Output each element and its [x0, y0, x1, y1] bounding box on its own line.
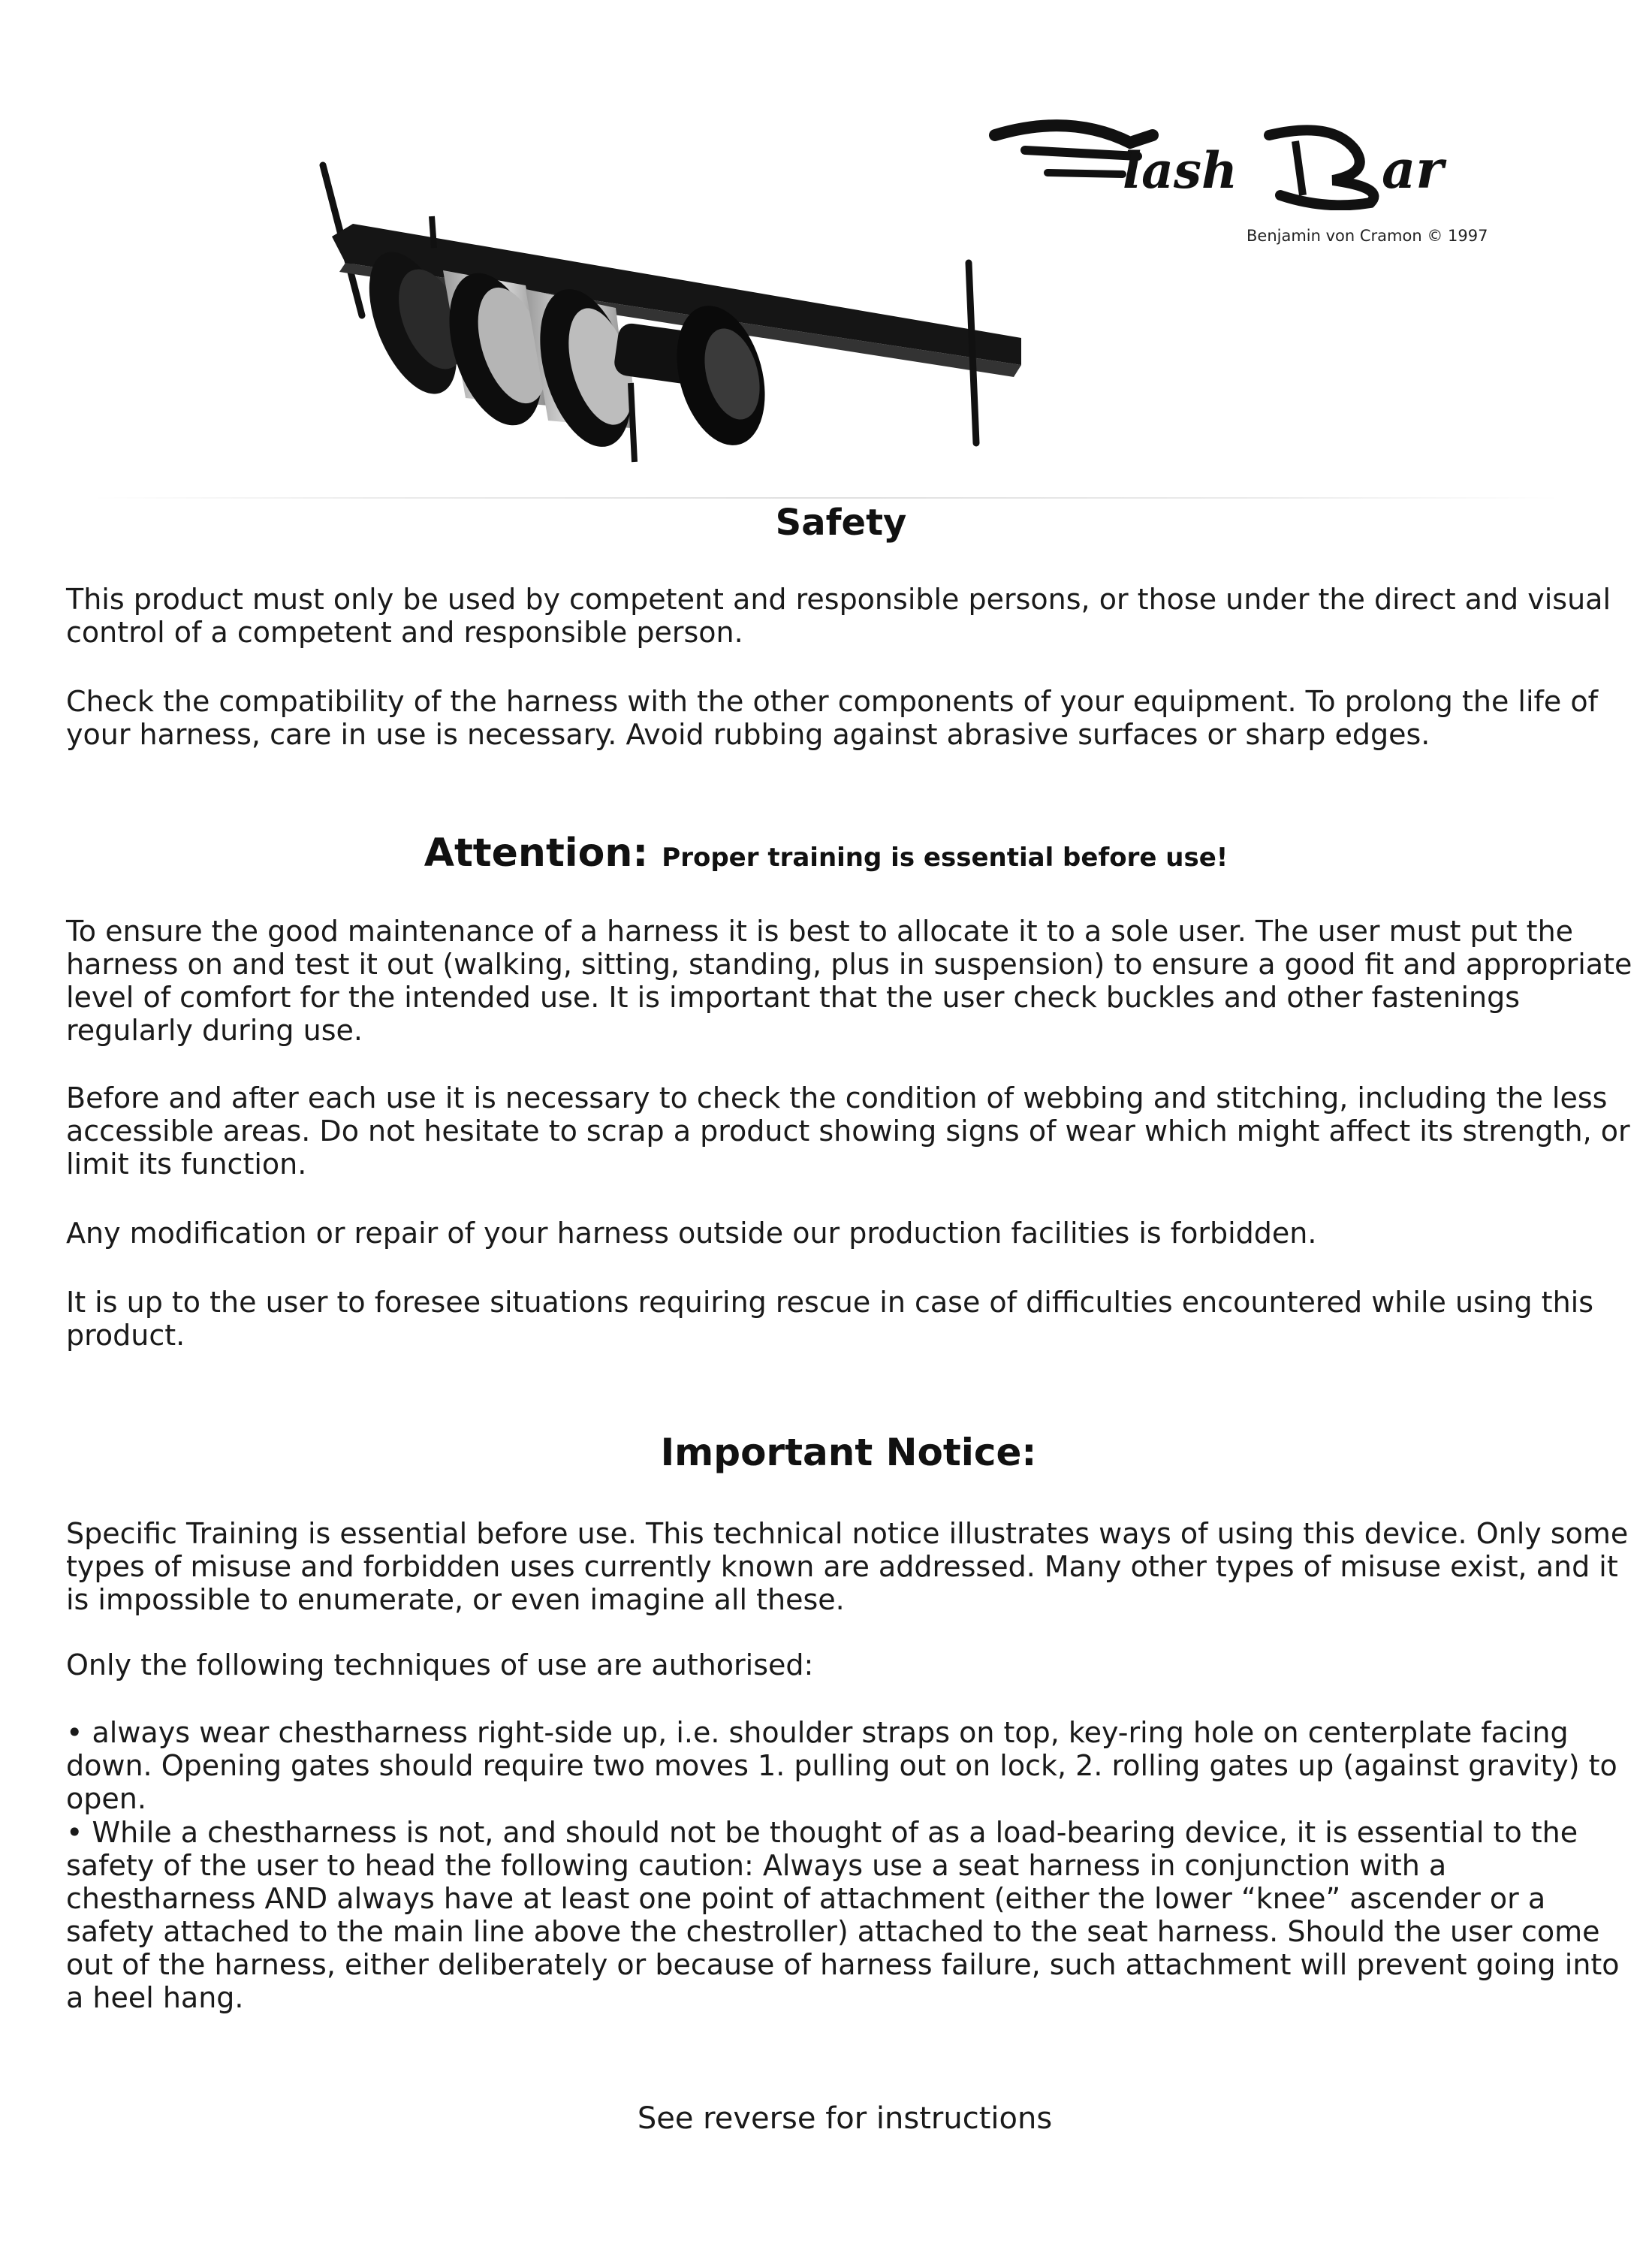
copyright-line: Benjamin von Cramon © 1997 — [1247, 227, 1488, 245]
attention-paragraph-3: Any modification or repair of your harness outside our production facilities is forbidden. — [66, 1217, 1317, 1250]
attention-paragraph-1: To ensure the good maintenance of a harness it is best to allocate it to a sole user. The user must put the harness on and test it out (walking, sitting, standing, plus in suspension) to ensure a good fit and appropriate level of comfort for the intended use. It is important that the user check buckles and other fastenings regularly during use. — [66, 915, 1632, 1047]
safety-heading: Safety — [775, 502, 907, 544]
safety-paragraph-1: This product must only be used by competent and responsible persons, or those under the direct and visual control of a competent and responsible person. — [66, 583, 1611, 649]
notice-paragraph-1: Specific Training is essential before use. This technical notice illustrates ways of using this device. Only some types of misuse and forbidden uses currently known are addressed. Many other types of misuse exist, and it is impossible to enumerate, or even imagine all these. — [66, 1517, 1629, 1616]
notice-bullet-2: • While a chestharness is not, and should not be thought of as a load-bearing device, it is essential to the safety of the user to head the following caution: Always use a seat harness in conjunction with a chestharness AND always have at least one point of attachment (either the lower “knee” ascender or a safety attached to the main line above the chestroller) attached to the seat harness. Should the user come out of the harness, either deliberately or because of harness failure, such attachment will prevent going into a heel hang. — [66, 1816, 1620, 2014]
notice-heading: Important Notice: — [660, 1431, 1037, 1474]
notice-bullet-1: • always wear chestharness right-side up, i.e. shoulder straps on top, key-ring hole on centerplate facing down. Opening gates should require two moves 1. pulling out on lock, 2. rolling gates up (against gravity) to open. — [66, 1716, 1617, 1815]
footer-note: See reverse for instructions — [637, 2101, 1053, 2136]
product-illustration — [300, 158, 1036, 473]
svg-text:lash: lash — [1123, 141, 1237, 200]
attention-title: Attention: — [424, 831, 649, 876]
attention-paragraph-2: Before and after each use it is necessary to check the condition of webbing and stitching, including the less accessible areas. Do not hesitate to scrap a product showing signs of wear which might affect its strength, or limit its function. — [66, 1081, 1630, 1181]
divider — [90, 497, 1562, 499]
attention-subtitle: Proper training is essential before use! — [662, 843, 1228, 873]
svg-text:ar: ar — [1382, 138, 1444, 201]
notice-paragraph-2: Only the following techniques of use are authorised: — [66, 1648, 814, 1681]
attention-heading — [0, 831, 1652, 876]
flashbar-logo — [980, 105, 1528, 210]
safety-paragraph-2: Check the compatibility of the harness with the other components of your equipment. To prolong the life of your harness, care in use is necessary. Avoid rubbing against abrasive surfaces or sharp edges. — [66, 685, 1598, 751]
attention-paragraph-4: It is up to the user to foresee situations requiring rescue in case of difficulties encountered while using this product. — [66, 1286, 1594, 1352]
